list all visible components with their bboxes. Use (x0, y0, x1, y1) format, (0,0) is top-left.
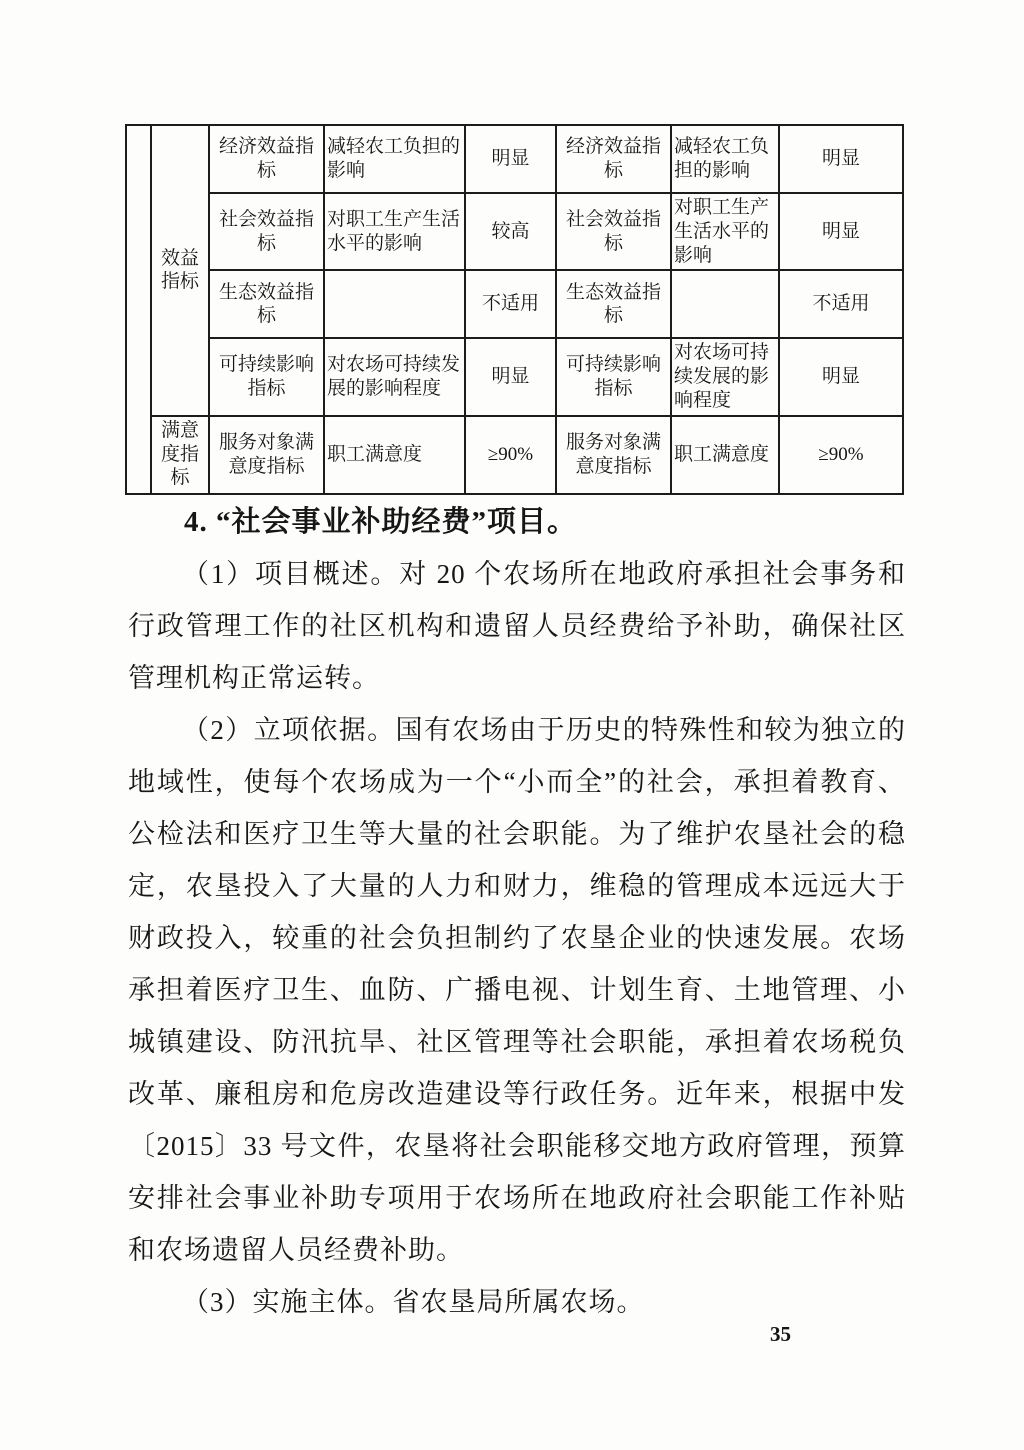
table-cell-detail: 对农场可持续发展的影响程度 (324, 338, 465, 415)
paragraph-implementing-body: （3）实施主体。省农垦局所属农场。 (182, 1287, 645, 1317)
table-cell-indicator: 生态效益指标 (556, 270, 671, 338)
table-cell-value: 较高 (465, 193, 556, 270)
table-cell-indicator: 可持续影响指标 (556, 338, 671, 415)
table-cell-detail: 职工满意度 (324, 416, 465, 494)
table-cell-indicator: 生态效益指标 (209, 270, 324, 338)
table-cell-satisfaction-group: 满意度指标 (151, 416, 209, 494)
table-cell-detail: 减轻农工负担的影响 (671, 125, 779, 193)
paragraph-project-basis: （2）立项依据。国有农场由于历史的特殊性和较为独立的地域性，使每个农场成为一个“小而全”的社会，承担着教育、公检法和医疗卫生等大量的社会职能。为了维护农垦社会的稳定，农垦投入了大量的人力和财力，维稳的管理成本远远大于财政投入，较重的社会负担制约了农垦企业的快速发展。农场承担着医疗卫生、血防、广播电视、计划生育、土地管理、小城镇建设、防汛抗旱、社区管理等社会职能，承担着农场税负改革、廉租房和危房改造建设等行政任务。近年来，根据中发〔2015〕33 号文件，农垦将社会职能移交地方政府管理，预算安排社会事业补助专项用于农场所在地政府社会职能工作补贴和农场遗留人员经费补助。 (128, 715, 906, 1265)
table-cell-detail (671, 270, 779, 338)
table-cell-value: 明显 (779, 193, 903, 270)
table-cell-indicator: 可持续影响指标 (209, 338, 324, 415)
table-cell-detail (324, 270, 465, 338)
body-text (128, 496, 906, 1328)
table-cell-indicator: 经济效益指标 (556, 125, 671, 193)
table-cell-value: 不适用 (779, 270, 903, 338)
table-cell-value: ≥90% (465, 416, 556, 494)
table-cell-indicator: 经济效益指标 (209, 125, 324, 193)
table-cell-value: 明显 (779, 125, 903, 193)
table-cell-detail: 对农场可持续发展的影响程度 (671, 338, 779, 415)
table-cell-value: 明显 (779, 338, 903, 415)
table-cell-detail: 对职工生产生活水平的影响 (324, 193, 465, 270)
evaluation-table (125, 124, 904, 495)
table-cell-detail: 职工满意度 (671, 416, 779, 494)
page-number: 35 (770, 1322, 791, 1346)
table-cell-value: ≥90% (779, 416, 903, 494)
table-cell-indicator: 服务对象满意度指标 (209, 416, 324, 494)
table-cell-value: 明显 (465, 338, 556, 415)
table-cell-indicator: 服务对象满意度指标 (556, 416, 671, 494)
table-cell-indicator: 社会效益指标 (556, 193, 671, 270)
table-cell-value: 不适用 (465, 270, 556, 338)
table-cell-stub (126, 125, 151, 494)
table-cell-detail: 减轻农工负担的影响 (324, 125, 465, 193)
section-heading: 4. “社会事业补助经费”项目。 (184, 506, 578, 538)
table-cell-benefit-group: 效益指标 (151, 125, 209, 416)
table-cell-detail: 对职工生产生活水平的影响 (671, 193, 779, 270)
table-cell-value: 明显 (465, 125, 556, 193)
paragraph-project-overview: （1）项目概述。对 20 个农场所在地政府承担社会事务和行政管理工作的社区机构和遗留人员经费给予补助，确保社区管理机构正常运转。 (128, 559, 906, 693)
table-cell-indicator: 社会效益指标 (209, 193, 324, 270)
